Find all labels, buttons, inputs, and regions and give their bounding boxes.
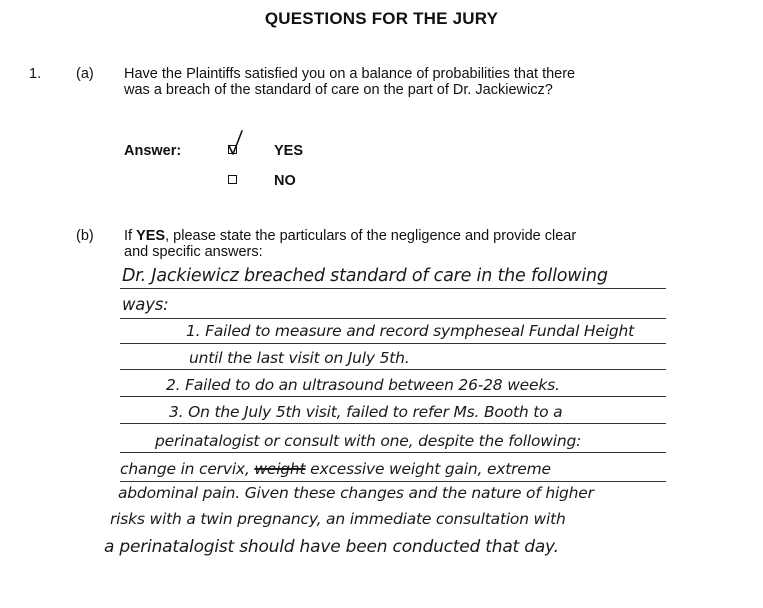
handwritten-line-8-part-a: change in cervix, bbox=[120, 460, 250, 478]
handwritten-line-6: 3. On the July 5th visit, failed to refer Ms. Booth to a bbox=[169, 403, 563, 421]
handwritten-line-7: perinatalogist or consult with one, despite the following: bbox=[155, 432, 582, 450]
handwritten-line-1: Dr. Jackiewicz breached standard of care in the following bbox=[122, 266, 608, 286]
answer-rule-8 bbox=[120, 481, 666, 482]
prompt-rest: , please state the particulars of the negligence and provide clear bbox=[165, 228, 577, 244]
part-a-letter: (a) bbox=[76, 66, 94, 82]
handwritten-line-11: a perinatalogist should have been conducted that day. bbox=[104, 537, 559, 557]
prompt-yes-emphasis: YES bbox=[136, 228, 166, 244]
page-title: QUESTIONS FOR THE JURY bbox=[264, 9, 499, 28]
answer-rule-1 bbox=[120, 288, 666, 289]
handwritten-line-8 bbox=[120, 460, 551, 478]
part-a-question-line-2: was a breach of the standard of care on the part of Dr. Jackiewicz? bbox=[124, 82, 553, 98]
handwritten-line-9: abdominal pain. Given these changes and the nature of higher bbox=[118, 484, 594, 502]
answer-rule-7 bbox=[120, 452, 666, 453]
part-b-prompt-line-1 bbox=[124, 228, 684, 244]
answer-rule-2 bbox=[120, 318, 666, 319]
answer-rule-3 bbox=[120, 343, 666, 344]
prompt-prefix: If bbox=[124, 228, 137, 244]
part-b-letter: (b) bbox=[76, 228, 94, 244]
part-b-prompt-line-2: and specific answers: bbox=[124, 244, 263, 260]
answer-rule-5 bbox=[120, 396, 666, 397]
answer-rule-6 bbox=[120, 423, 666, 424]
handwritten-line-3: 1. Failed to measure and record sympheseal Fundal Height bbox=[186, 322, 634, 340]
handwritten-line-2: ways: bbox=[122, 295, 169, 314]
handwritten-line-10: risks with a twin pregnancy, an immediate consultation with bbox=[110, 510, 566, 528]
no-option-label: NO bbox=[274, 173, 296, 189]
question-number: 1. bbox=[29, 66, 42, 82]
no-checkbox[interactable] bbox=[228, 175, 237, 184]
handwritten-line-8-part-b: excessive weight gain, extreme bbox=[310, 460, 551, 478]
check-mark-icon bbox=[227, 130, 247, 156]
answer-rule-4 bbox=[120, 369, 666, 370]
handwritten-line-4: until the last visit on July 5th. bbox=[189, 349, 410, 367]
part-a-question bbox=[124, 66, 684, 98]
handwritten-line-5: 2. Failed to do an ultrasound between 26-28 weeks. bbox=[166, 376, 560, 394]
part-b-prompt bbox=[124, 228, 684, 260]
part-a-question-line-1: Have the Plaintiffs satisfied you on a balance of probabilities that there bbox=[124, 66, 576, 82]
handwritten-struck-word: weight bbox=[254, 460, 306, 478]
answer-label: Answer: bbox=[124, 143, 182, 159]
yes-option-label: YES bbox=[274, 143, 304, 159]
